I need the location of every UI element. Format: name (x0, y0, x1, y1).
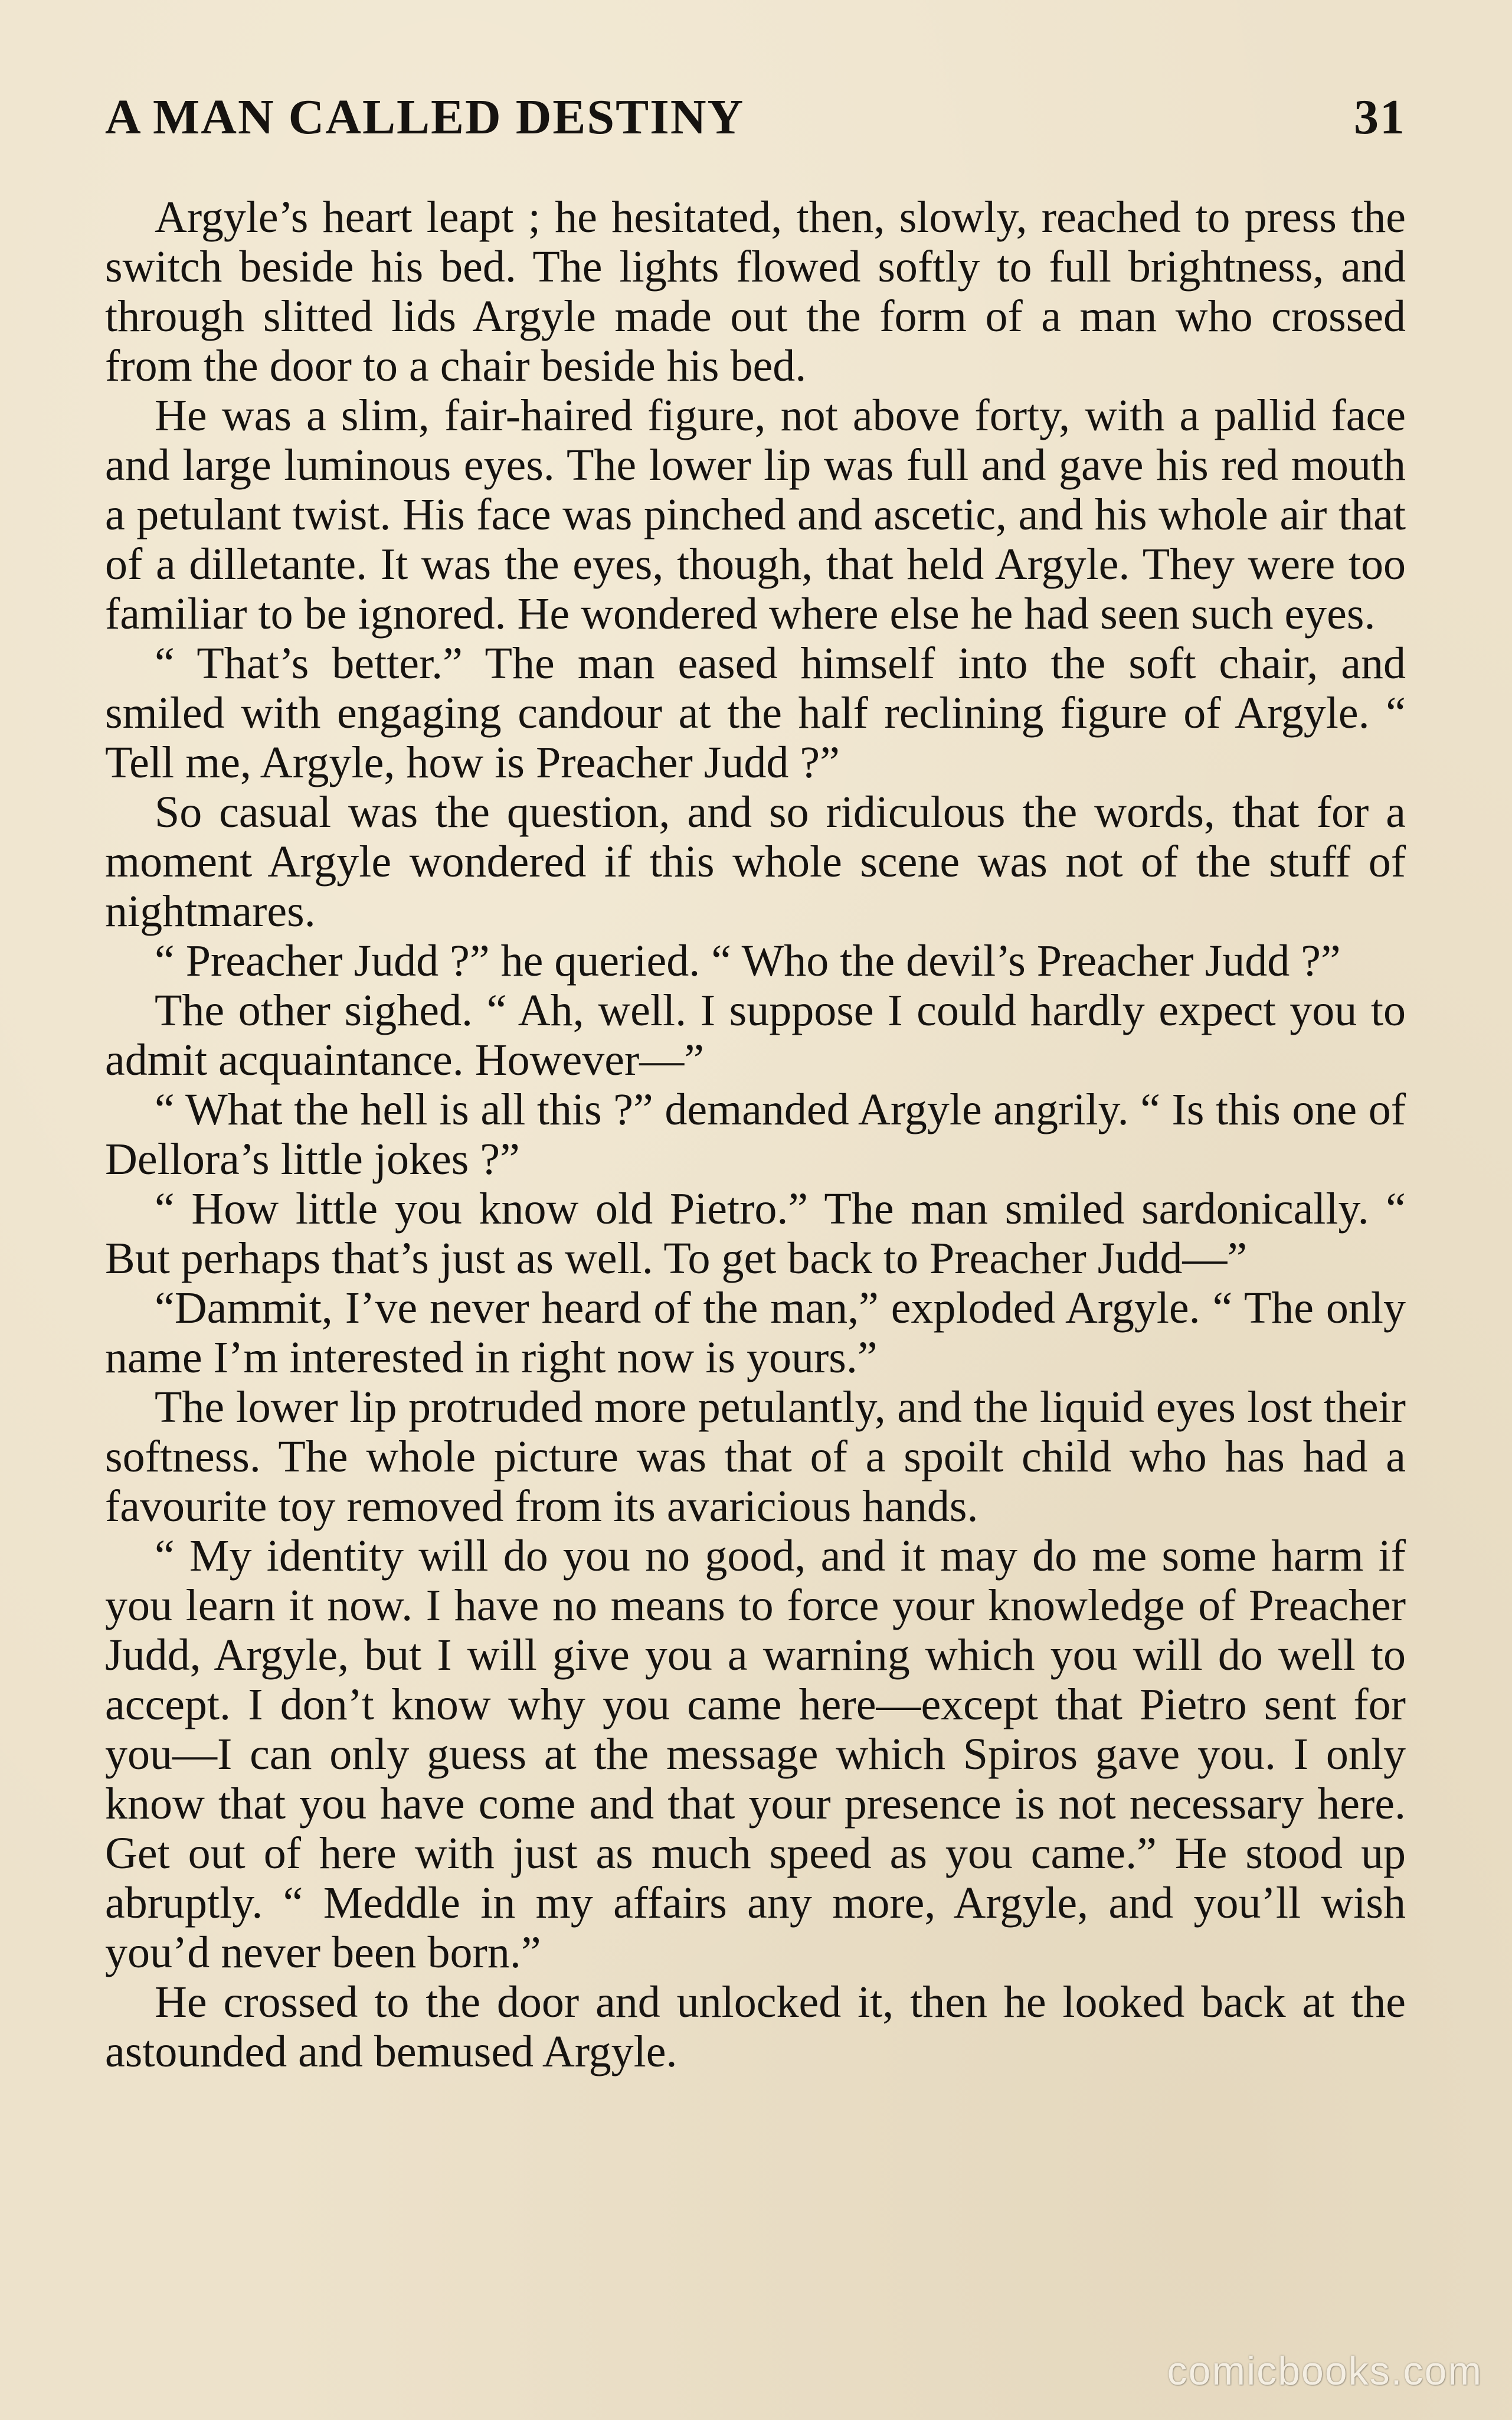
paragraph: So casual was the question, and so ridiculous the words, that for a moment Argyle wondered if this whole scene was not of the stuff of nightmares. (105, 787, 1406, 936)
body-text (105, 192, 1406, 2076)
paragraph: He crossed to the door and unlocked it, then he looked back at the astounded and bemused Argyle. (105, 1977, 1406, 2076)
paragraph: “ What the hell is all this ?” demanded Argyle angrily. “ Is this one of Dellora’s little jokes ?” (105, 1085, 1406, 1184)
paragraph: He was a slim, fair-haired figure, not above forty, with a pallid face and large luminous eyes. The lower lip was full and gave his red mouth a petulant twist. His face was pinched and ascetic, and his whole air that of a dilletante. It was the eyes, though, that held Argyle. They were too familiar to be ignored. He wondered where else he had seen such eyes. (105, 391, 1406, 639)
paragraph: The lower lip protruded more petulantly, and the liquid eyes lost their softness. The whole picture was that of a spoilt child who has had a favourite toy removed from its avaricious hands. (105, 1382, 1406, 1531)
paragraph: “ That’s better.” The man eased himself into the soft chair, and smiled with engaging candour at the half reclining figure of Argyle. “ Tell me, Argyle, how is Preacher Judd ?” (105, 639, 1406, 787)
page-number: 31 (1354, 90, 1406, 145)
paragraph: “ Preacher Judd ?” he queried. “ Who the devil’s Preacher Judd ?” (155, 936, 1341, 986)
paragraph: Argyle’s heart leapt ; he hesitated, then, slowly, reached to press the switch beside his bed. The lights flowed softly to full brightness, and through slitted lids Argyle made out the form of a man who crossed from the door to a chair beside his bed. (105, 192, 1406, 391)
running-header (105, 89, 1406, 148)
paragraph: “Dammit, I’ve never heard of the man,” exploded Argyle. “ The only name I’m interested in right now is yours.” (105, 1283, 1406, 1382)
paragraph: The other sighed. “ Ah, well. I suppose I could hardly expect you to admit acquaintance. However—” (105, 986, 1406, 1085)
watermark: comicbooks.com (1167, 2349, 1482, 2393)
paragraph: “ How little you know old Pietro.” The man smiled sardonically. “ But perhaps that’s just as well. To get back to Preacher Judd—” (105, 1184, 1406, 1283)
paragraph: “ My identity will do you no good, and it may do me some harm if you learn it now. I have no means to force your knowledge of Preacher Judd, Argyle, but I will give you a warning which you will do well to accept. I don’t know why you came here—except that Pietro sent for you—I can only guess at the message which Spiros gave you. I only know that you have come and that your presence is not necessary here. Get out of here with just as much speed as you came.” He stood up abruptly. “ Meddle in my affairs any more, Argyle, and you’ll wish you’d never been born.” (105, 1531, 1406, 1977)
book-title: A MAN CALLED DESTINY (105, 90, 745, 145)
